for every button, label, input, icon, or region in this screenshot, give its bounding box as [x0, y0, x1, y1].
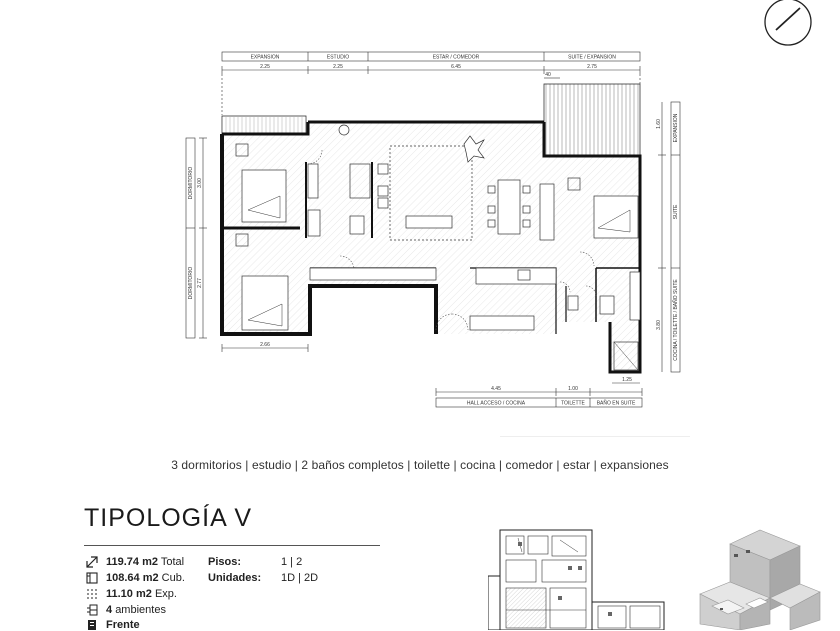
diagonal-arrow-icon	[86, 556, 98, 568]
dotted-grid-icon	[86, 588, 98, 600]
bottom-dimensions	[222, 344, 642, 407]
bed-2	[242, 276, 288, 330]
top-dim-1: 2.25	[260, 64, 270, 70]
spec-ambientes-label: ambientes	[115, 604, 166, 616]
terrace-left	[222, 116, 306, 134]
spec-frente: Frente	[106, 619, 140, 631]
features-summary: 3 dormitorios | estudio | 2 baños completos | toilette | cocina | comedor | estar | expansiones	[171, 458, 669, 472]
spec-cub-value: 108.64 m2	[106, 572, 159, 584]
unidades-label: Unidades:	[208, 572, 262, 584]
facade-icon	[86, 619, 98, 630]
top-label-suite: SUITE / EXPANSION	[568, 54, 616, 61]
left-dim-2: 2.77	[197, 278, 203, 288]
top-small-dim: 40	[545, 72, 551, 78]
top-dim-4: 2.75	[587, 64, 597, 70]
building-floor-minimap	[488, 526, 666, 630]
spec-exp-value: 11.10 m2	[106, 588, 152, 600]
right-label-1: EXPANSION	[673, 113, 679, 143]
bottom-dim-3: 1.25	[622, 377, 632, 383]
bottom-label-hall: HALL ACCESO / COCINA	[466, 400, 526, 407]
building-isometric-view	[690, 524, 840, 630]
bottom-label-bano: BAÑO EN SUITE	[596, 400, 636, 407]
left-label-1: DORMITORIO	[188, 166, 194, 200]
spec-cub-label: Cub.	[161, 572, 185, 584]
left-label-2: DORMITORIO	[188, 266, 194, 300]
pisos-value: 1 | 2	[281, 556, 303, 568]
spec-total	[106, 556, 184, 568]
spec-ambientes	[106, 604, 166, 616]
title-divider	[84, 545, 380, 546]
spec-exp	[106, 588, 177, 600]
north-compass-icon	[765, 0, 811, 45]
spec-total-label: Total	[160, 556, 185, 568]
right-label-2: SUITE	[673, 204, 679, 220]
spec-total-value: 119.74 m2	[106, 556, 158, 568]
bottom-dim-1: 4.45	[491, 386, 501, 392]
spec-ambientes-value: 4	[106, 604, 113, 616]
pisos-label: Pisos:	[208, 556, 242, 568]
top-dim-3: 6.45	[451, 64, 461, 70]
spec-cub	[106, 572, 185, 584]
top-label-estar: ESTAR / COMEDOR	[432, 54, 480, 61]
top-label-expansion: EXPANSION	[250, 54, 280, 61]
page-title: TIPOLOGÍA V	[84, 504, 252, 532]
floor-plan-icon	[86, 572, 98, 584]
bottom-dim-2: 1.00	[568, 386, 578, 392]
rooms-icon	[86, 604, 98, 616]
bottom-label-toilette: TOILETTE	[561, 400, 585, 407]
top-dim-2: 2.25	[333, 64, 343, 70]
left-dim-1: 3.00	[197, 178, 203, 188]
unidades-value: 1D | 2D	[281, 572, 319, 584]
terrace-right	[544, 84, 640, 156]
spec-exp-label: Exp.	[154, 588, 177, 600]
right-dim-1: 1.60	[656, 119, 662, 129]
bottom-left-dim: 2.66	[260, 342, 270, 348]
top-label-estudio: ESTUDIO	[326, 54, 350, 61]
right-dim-2: 3.80	[656, 320, 662, 330]
right-label-3: COCINA / TOILETTE / BAÑO SUITE	[673, 279, 679, 361]
